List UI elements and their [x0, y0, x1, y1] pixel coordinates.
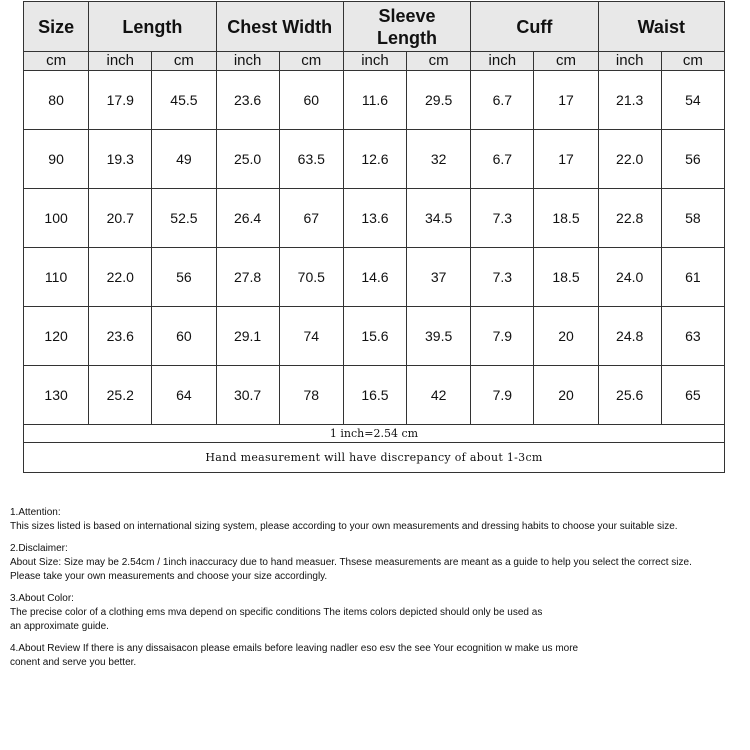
- unit-cm: cm: [279, 52, 343, 71]
- measurement-cell: 18.5: [534, 248, 598, 307]
- note-title: 4.About Review If there is any dissaisacon please emails before leaving nadler eso esv the see Your ecognition w make us more: [10, 643, 579, 654]
- unit-inch: inch: [343, 52, 406, 71]
- note-title: 2.Disclaimer:: [10, 543, 68, 554]
- measurement-cell: 34.5: [407, 189, 471, 248]
- measurement-cell: 54: [661, 71, 724, 130]
- measurement-cell: 17: [534, 71, 598, 130]
- table-row: [24, 307, 725, 366]
- note-line: an approximate guide.: [10, 621, 109, 632]
- measurement-cell: 18.5: [534, 189, 598, 248]
- unit-cm: cm: [661, 52, 724, 71]
- unit-cm: cm: [534, 52, 598, 71]
- measurement-cell: 78: [279, 366, 343, 425]
- header-sleeve-line1: Sleeve: [378, 5, 436, 26]
- measurement-cell: 60: [152, 307, 216, 366]
- measurement-cell: 74: [279, 307, 343, 366]
- measurement-cell: 25.2: [89, 366, 152, 425]
- measurement-cell: 26.4: [216, 189, 279, 248]
- measurement-cell: 63: [661, 307, 724, 366]
- conversion-row: [24, 425, 725, 443]
- measurement-cell: 70.5: [279, 248, 343, 307]
- measurement-note-row: [24, 443, 725, 473]
- unit-cm: cm: [152, 52, 216, 71]
- measurement-cell: 64: [152, 366, 216, 425]
- measurement-cell: 16.5: [343, 366, 406, 425]
- note-line: conent and serve you better.: [10, 657, 137, 668]
- note-line: Please take your own measurements and choose your size accordingly.: [10, 571, 328, 582]
- unit-inch: inch: [598, 52, 661, 71]
- size-cell: 90: [24, 130, 89, 189]
- measurement-cell: 6.7: [471, 130, 534, 189]
- measurement-cell: 24.0: [598, 248, 661, 307]
- measurement-cell: 45.5: [152, 71, 216, 130]
- note-block: [10, 592, 745, 634]
- measurement-cell: 56: [661, 130, 724, 189]
- notes-section: [10, 506, 745, 678]
- size-cell: 100: [24, 189, 89, 248]
- measurement-cell: 29.1: [216, 307, 279, 366]
- measurement-cell: 25.6: [598, 366, 661, 425]
- header-size: Size: [24, 2, 89, 52]
- measurement-cell: 61: [661, 248, 724, 307]
- table-row: [24, 130, 725, 189]
- unit-inch: inch: [216, 52, 279, 71]
- measurement-cell: 7.9: [471, 366, 534, 425]
- note-block: [10, 642, 745, 670]
- header-sleeve-length: [343, 2, 470, 52]
- measurement-cell: 23.6: [89, 307, 152, 366]
- measurement-cell: 63.5: [279, 130, 343, 189]
- measurement-cell: 29.5: [407, 71, 471, 130]
- measurement-cell: 22.8: [598, 189, 661, 248]
- measurement-cell: 60: [279, 71, 343, 130]
- measurement-cell: 13.6: [343, 189, 406, 248]
- note-title: 3.About Color:: [10, 593, 74, 604]
- note-block: [10, 542, 745, 584]
- size-cell: 110: [24, 248, 89, 307]
- measurement-cell: 25.0: [216, 130, 279, 189]
- measurement-cell: 15.6: [343, 307, 406, 366]
- measurement-cell: 52.5: [152, 189, 216, 248]
- header-length: Length: [89, 2, 216, 52]
- header-sleeve-line2: Length: [377, 27, 438, 48]
- measurement-cell: 24.8: [598, 307, 661, 366]
- measurement-cell: 58: [661, 189, 724, 248]
- conversion-note: 1 inch=2.54 cm: [24, 425, 725, 443]
- unit-cm: cm: [407, 52, 471, 71]
- measurement-cell: 49: [152, 130, 216, 189]
- measurement-cell: 65: [661, 366, 724, 425]
- measurement-cell: 14.6: [343, 248, 406, 307]
- note-title: 1.Attention:: [10, 507, 61, 518]
- header-cuff: Cuff: [471, 2, 598, 52]
- table-row: [24, 189, 725, 248]
- table-row: [24, 71, 725, 130]
- measurement-cell: 67: [279, 189, 343, 248]
- measurement-cell: 22.0: [89, 248, 152, 307]
- size-cell: 120: [24, 307, 89, 366]
- size-chart-table: [23, 1, 725, 473]
- measurement-cell: 32: [407, 130, 471, 189]
- note-line: This sizes listed is based on international sizing system, please according to your own measurements and dressing habits to choose your suitable size.: [10, 521, 678, 532]
- measurement-cell: 17.9: [89, 71, 152, 130]
- measurement-cell: 23.6: [216, 71, 279, 130]
- measurement-cell: 7.3: [471, 248, 534, 307]
- table-row: [24, 248, 725, 307]
- measurement-cell: 20: [534, 366, 598, 425]
- measurement-cell: 27.8: [216, 248, 279, 307]
- measurement-cell: 20.7: [89, 189, 152, 248]
- measurement-cell: 42: [407, 366, 471, 425]
- measurement-cell: 21.3: [598, 71, 661, 130]
- note-line: The precise color of a clothing ems mva depend on specific conditions The items colors depicted should only be used as: [10, 607, 543, 618]
- header-waist: Waist: [598, 2, 724, 52]
- unit-inch: inch: [89, 52, 152, 71]
- measurement-note: Hand measurement will have discrepancy of about 1-3cm: [24, 443, 725, 473]
- note-line: About Size: Size may be 2.54cm / 1inch inaccuracy due to hand measuer. Thsese measurements are meant as a guide to help you select the correct size.: [10, 557, 692, 568]
- measurement-cell: 7.9: [471, 307, 534, 366]
- unit-inch: inch: [471, 52, 534, 71]
- size-rows: [24, 71, 725, 425]
- measurement-cell: 19.3: [89, 130, 152, 189]
- unit-row: [24, 52, 725, 71]
- measurement-cell: 20: [534, 307, 598, 366]
- measurement-cell: 22.0: [598, 130, 661, 189]
- size-cell: 130: [24, 366, 89, 425]
- measurement-cell: 37: [407, 248, 471, 307]
- unit-size-cm: cm: [24, 52, 89, 71]
- measurement-cell: 30.7: [216, 366, 279, 425]
- header-row: [24, 2, 725, 52]
- measurement-cell: 7.3: [471, 189, 534, 248]
- measurement-cell: 56: [152, 248, 216, 307]
- measurement-cell: 12.6: [343, 130, 406, 189]
- table-row: [24, 366, 725, 425]
- header-chest-width: Chest Width: [216, 2, 343, 52]
- measurement-cell: 39.5: [407, 307, 471, 366]
- note-block: [10, 506, 745, 534]
- measurement-cell: 17: [534, 130, 598, 189]
- measurement-cell: 6.7: [471, 71, 534, 130]
- size-cell: 80: [24, 71, 89, 130]
- measurement-cell: 11.6: [343, 71, 406, 130]
